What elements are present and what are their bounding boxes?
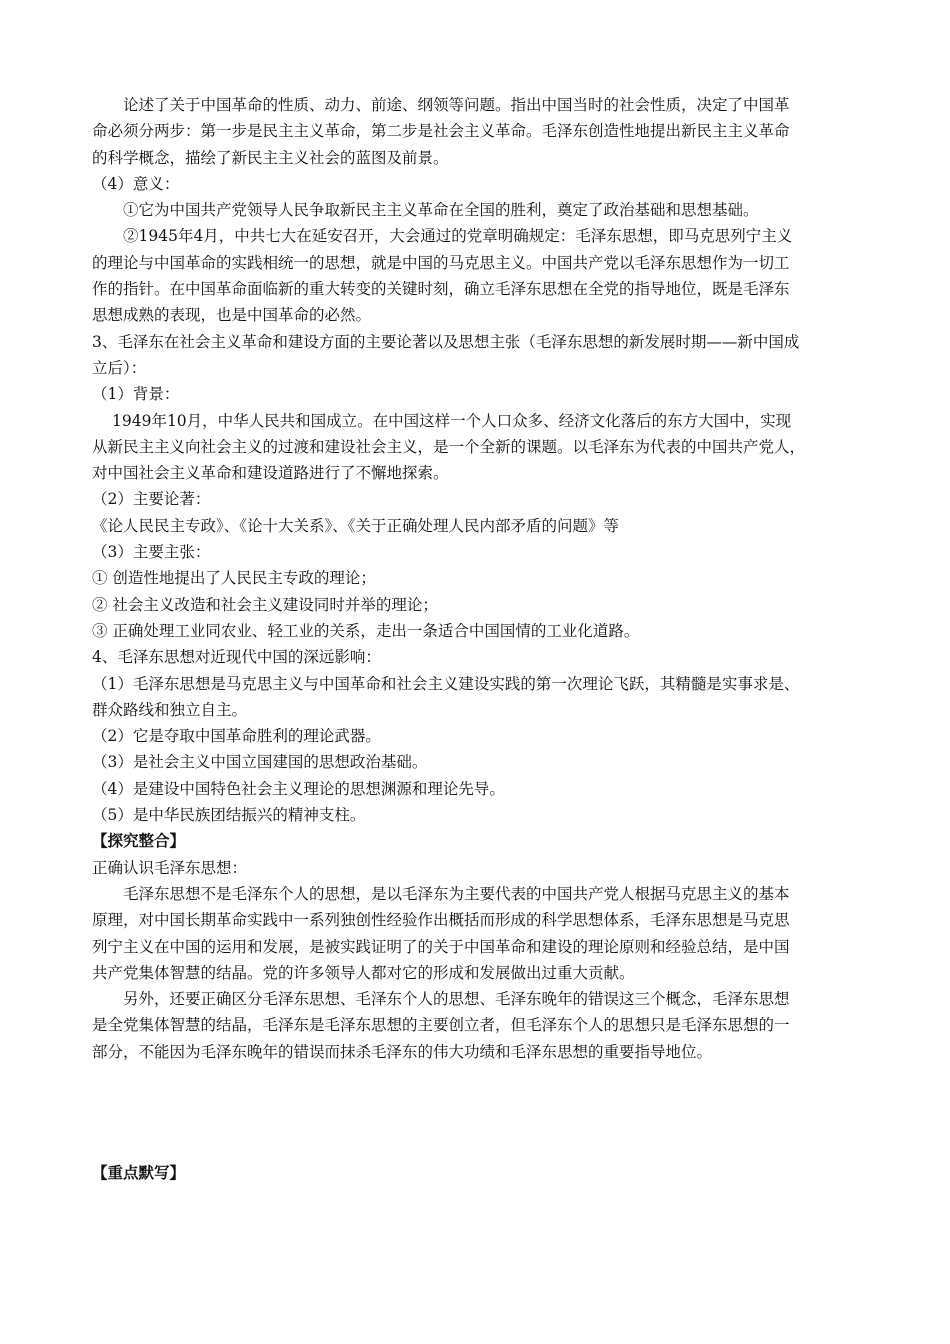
influence-item: （4）是建设中国特色社会主义理论的思想渊源和理论先导。 <box>92 779 505 798</box>
paragraph-line: 的理论与中国革命的实践相统一的思想，就是中国的马克思主义。中国共产党以毛泽东思想作为一切工 <box>92 253 790 272</box>
section-heading-3-cont: 立后）： <box>92 358 147 377</box>
explore-intro: 正确认识毛泽东思想： <box>92 858 248 877</box>
influence-item-cont: 群众路线和独立自主。 <box>92 700 248 719</box>
influence-item: （5）是中华民族团结振兴的精神支柱。 <box>92 806 366 825</box>
influence-item: （2）它是夺取中国革命胜利的理论武器。 <box>92 727 381 746</box>
paragraph-line: 列宁主义在中国的运用和发展，是被实践证明了的关于中国革命和建设的理论原则和经验总结，是中国 <box>92 937 790 956</box>
paragraph-line: ②1945年4月，中共七大在延安召开，大会通过的党章明确规定：毛泽东思想，即马克思列宁主义 <box>123 227 793 246</box>
paragraph-line: 另外，还要正确区分毛泽东思想、毛泽东个人的思想、毛泽东晚年的错误这三个概念，毛泽东思想 <box>123 990 790 1009</box>
paragraph-line: 论述了关于中国革命的性质、动力、前途、纲领等问题。指出中国当时的社会性质，决定了中国革 <box>123 96 790 114</box>
works-list: 《论人民民主专政》、《论十大关系》、《关于正确处理人民内部矛盾的问题》等 <box>92 516 620 535</box>
paragraph-line: 部分，不能因为毛泽东晚年的错误而抹杀毛泽东的伟大功绩和毛泽东思想的重要指导地位。 <box>92 1042 713 1061</box>
influence-item: （1）毛泽东思想是马克思主义与中国革命和社会主义建设实践的第一次理论飞跃，其精髓是实事求是、 <box>92 674 800 693</box>
subheading-works: （2）主要论著： <box>92 490 211 509</box>
subheading-significance: （4）意义： <box>92 174 180 193</box>
paragraph-line: 1949年10月，中华人民共和国成立。在中国这样一个人口众多、经济文化落后的东方大国中，实现 <box>112 411 792 430</box>
paragraph-line: 原理，对中国长期革命实践中一系列独创性经验作出概括而形成的科学思想体系，毛泽东思想是马克思 <box>92 911 790 930</box>
claim-item: ① 创造性地提出了人民民主专政的理论； <box>92 569 376 588</box>
claim-item: ③ 正确处理工业同农业、轻工业的关系，走出一条适合中国国情的工业化道路。 <box>92 621 640 640</box>
paragraph-line: ①它为中国共产党领导人民争取新民主主义革命在全国的胜利，奠定了政治基础和思想基础。 <box>123 201 759 220</box>
subheading-claims: （3）主要主张： <box>92 543 211 562</box>
paragraph-line: 思想成熟的表现，也是中国革命的必然。 <box>92 306 372 325</box>
section-heading-4: 4、毛泽东思想对近现代中国的深远影响： <box>92 648 381 667</box>
paragraph-line: 命必须分两步：第一步是民主主义革命，第二步是社会主义革命。毛泽东创造性地提出新民主主义革命 <box>92 122 790 141</box>
heading-explore-integrate: 【探究整合】 <box>92 832 186 851</box>
blank-space <box>92 1065 862 1160</box>
paragraph-line: 作的指针。在中国革命面临新的重大转变的关键时刻，确立毛泽东思想在全党的指导地位，既是毛泽东 <box>92 280 790 299</box>
claim-item: ② 社会主义改造和社会主义建设同时并举的理论； <box>92 595 438 614</box>
document-body <box>92 92 862 1186</box>
subheading-background: （1）背景： <box>92 385 180 404</box>
paragraph-line: 的科学概念，描绘了新民主主义社会的蓝图及前景。 <box>92 148 449 167</box>
influence-item: （3）是社会主义中国立国建国的思想政治基础。 <box>92 753 428 772</box>
paragraph-line: 共产党集体智慧的结晶。党的许多领导人都对它的形成和发展做出过重大贡献。 <box>92 963 635 982</box>
section-heading-3: 3、毛泽东在社会主义革命和建设方面的主要论著以及思想主张（毛泽东思想的新发展时期——新中国成 <box>92 332 800 351</box>
paragraph-line: 是全党集体智慧的结晶，毛泽东是毛泽东思想的主要创立者，但毛泽东个人的思想只是毛泽东思想的一 <box>92 1016 790 1035</box>
paragraph-line: 对中国社会主义革命和建设道路进行了不懈地探索。 <box>92 464 449 483</box>
paragraph-line: 毛泽东思想不是毛泽东个人的思想，是以毛泽东为主要代表的中国共产党人根据马克思主义的基本 <box>123 884 790 903</box>
heading-key-dictation: 【重点默写】 <box>92 1163 186 1182</box>
paragraph-line: 从新民主主义向社会主义的过渡和建设社会主义，是一个全新的课题。以毛泽东为代表的中国共产党人， <box>92 437 806 456</box>
